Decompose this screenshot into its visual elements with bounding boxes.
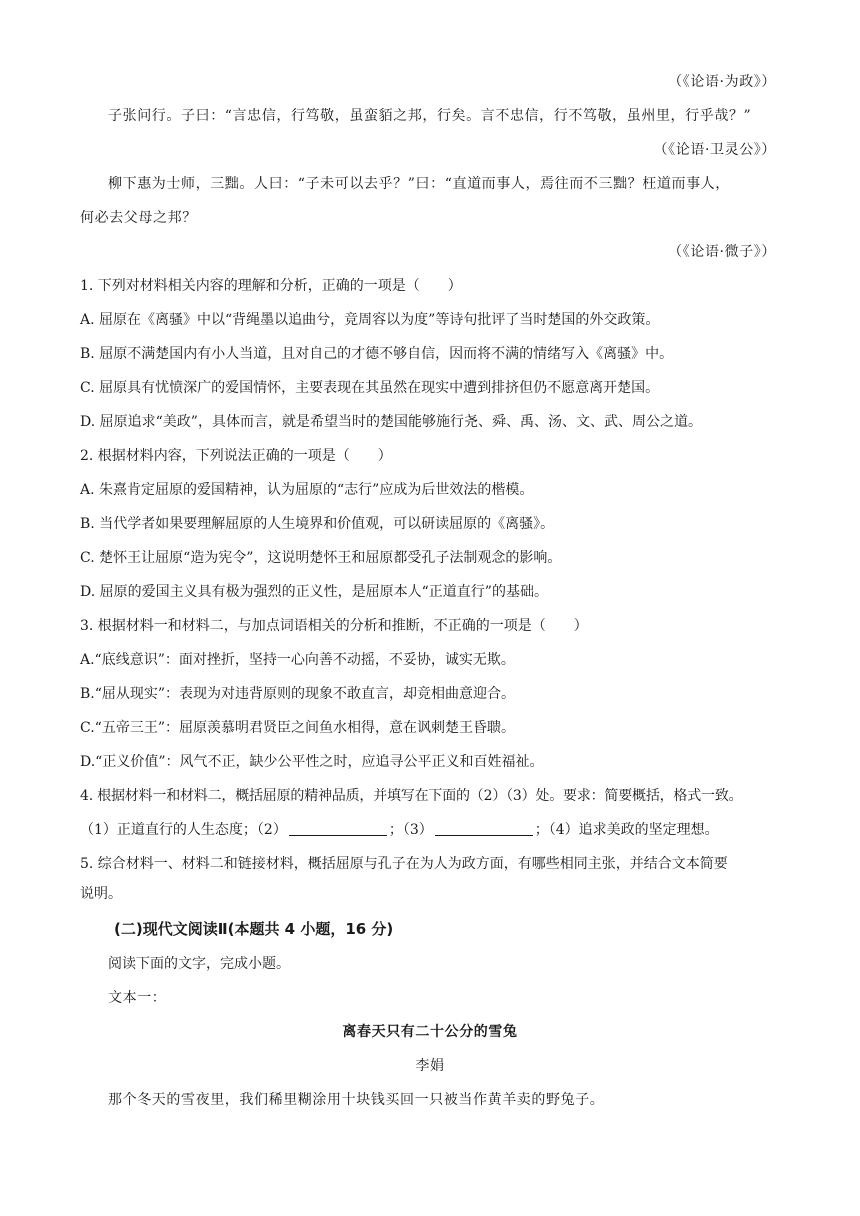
question-5-line1: 5. 综合材料一、材料二和链接材料，概括屈原与孔子在为人为政方面，有哪些相同主张，并结合文本简要 xyxy=(80,856,728,872)
question-2-option-d: D. 屈原的爱国主义具有极为强烈的正义性，是屈原本人“正道直行”的基础。 xyxy=(80,584,548,600)
fill-part-1: （1）正道直行的人生态度；（2） xyxy=(80,822,287,838)
answer-blank-3[interactable] xyxy=(435,821,533,836)
question-2-option-a: A. 朱熹肯定屈原的爱国精神，认为屈原的“志行”应成为后世效法的楷模。 xyxy=(80,482,534,498)
question-3-option-b: B.“屈从现实”：表现为对违背原则的现象不敢直言，却竞相曲意迎合。 xyxy=(80,686,516,702)
question-5-line2: 说明。 xyxy=(80,886,122,902)
question-1-option-d: D. 屈原追求“美政”，具体而言，就是希望当时的楚国能够施行尧、舜、禹、汤、文、武、周公之道。 xyxy=(80,414,702,430)
question-3-stem: 3. 根据材料一和材料二，与加点词语相关的分析和推断，不正确的一项是（ ） xyxy=(80,618,588,634)
passage-liuxiahui-line1: 柳下惠为士师，三黜。人曰：“子未可以去乎？”曰：“直道而事人，焉往而不三黜？枉道而事人， xyxy=(108,176,730,192)
passage-zizhang: 子张问行。子曰：“言忠信，行笃敬，虽蛮貊之邦，行矣。言不忠信，行不笃敬，虽州里，行乎哉？” xyxy=(108,108,752,124)
question-4-fill-line xyxy=(80,820,719,840)
question-1-option-c: C. 屈原具有忧愤深广的爱国情怀，主要表现在其虽然在现实中遭到排挤但仍不愿意离开楚国。 xyxy=(80,380,660,396)
question-2-option-b: B. 当代学者如果要理解屈原的人生境界和价值观，可以研读屈原的《离骚》。 xyxy=(80,516,555,532)
section-instruction: 阅读下面的文字，完成小题。 xyxy=(108,956,290,972)
article-author: 李娟 xyxy=(415,1058,445,1074)
question-3-option-d: D.“正义价值”：风气不正，缺少公平性之时，应追寻公平正义和百姓福祉。 xyxy=(80,754,544,770)
question-1-option-a: A. 屈原在《离骚》中以“背绳墨以追曲兮，竞周容以为度”等诗句批评了当时楚国的外交政策。 xyxy=(80,312,660,328)
article-first-line: 那个冬天的雪夜里，我们稀里糊涂用十块钱买回一只被当作黄羊卖的野兔子。 xyxy=(108,1092,605,1108)
answer-blank-2[interactable] xyxy=(289,821,387,836)
passage-liuxiahui-line2: 何必去父母之邦？ xyxy=(80,210,197,226)
question-3-option-a: A.“底线意识”：面对挫折，坚持一心向善不动摇，不妥协，诚实无欺。 xyxy=(80,652,515,668)
section-heading: (二)现代文阅读Ⅱ(本题共 4 小题，16 分) xyxy=(114,920,394,938)
question-3-option-c: C.“五帝三王”：屈原羡慕明君贤臣之间鱼水相得，意在讽刺楚王昏聩。 xyxy=(80,720,515,736)
article-title: 离春天只有二十公分的雪兔 xyxy=(342,1024,518,1040)
citation-weizi: （《论语·微子》） xyxy=(668,244,776,260)
citation-weizheng: （《论语·为政》） xyxy=(668,74,776,90)
question-4-stem: 4. 根据材料一和材料二，概括屈原的精神品质，并填写在下面的（2）（3）处。要求：简要概括，格式一致。 xyxy=(80,788,743,804)
question-1-option-b: B. 屈原不满楚国内有小人当道，且对自己的才德不够自信，因而将不满的情绪写入《离骚》中。 xyxy=(80,346,674,362)
fill-part-3: ；（4）追求美政的坚定理想。 xyxy=(534,822,719,838)
question-2-option-c: C. 楚怀王让屈原“造为宪令”，这说明楚怀王和屈原都受孔子法制观念的影响。 xyxy=(80,550,562,566)
question-2-stem: 2. 根据材料内容，下列说法正确的一项是（ ） xyxy=(80,448,392,464)
citation-weilinggong: （《论语·卫灵公》） xyxy=(653,142,776,158)
text-one-label: 文本一： xyxy=(108,990,167,1006)
question-1-stem: 1. 下列对材料相关内容的理解和分析，正确的一项是（ ） xyxy=(80,278,462,294)
fill-part-2: ；（3） xyxy=(388,822,433,838)
